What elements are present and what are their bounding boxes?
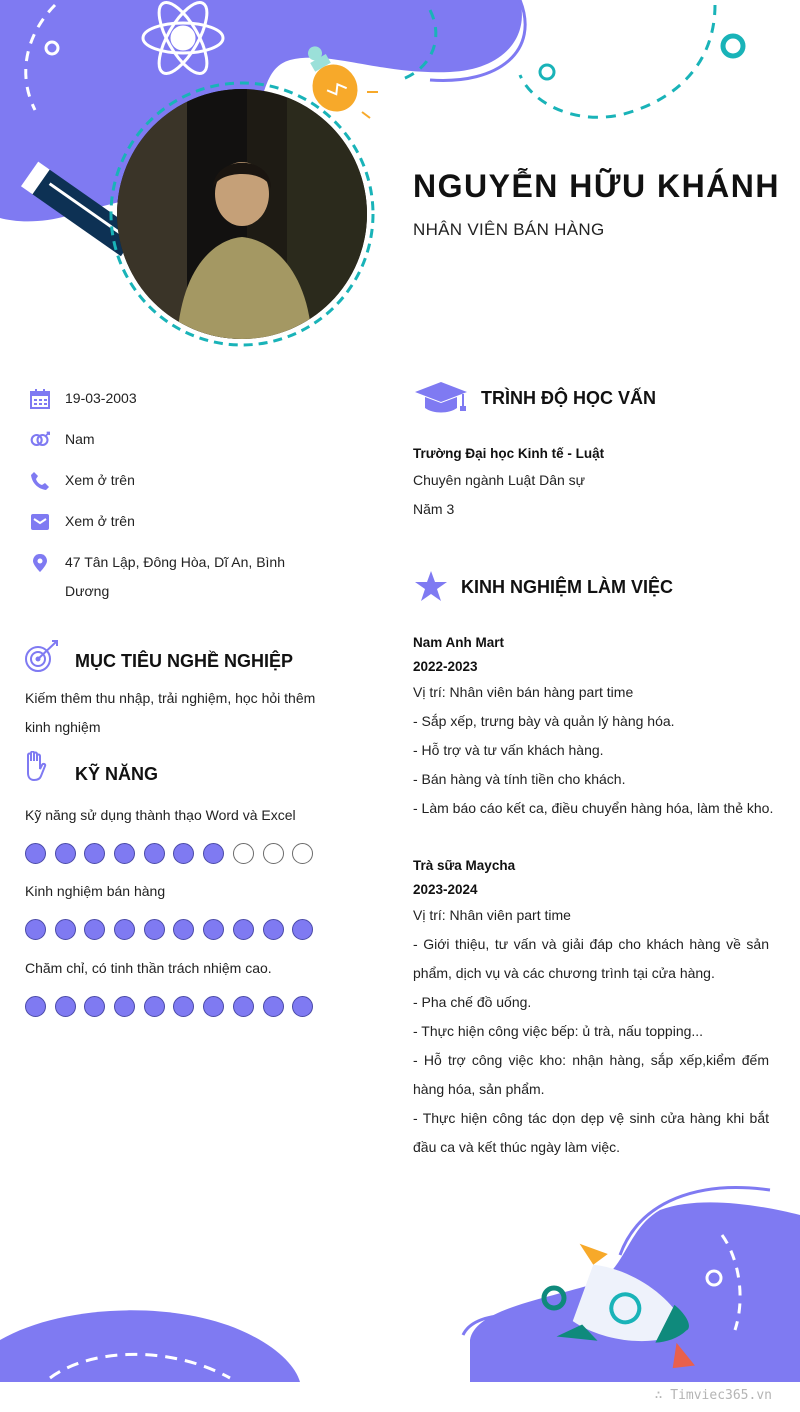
- location-pin-icon: [30, 553, 50, 573]
- skill-label-3: Chăm chỉ, có tinh thần trách nhiệm cao.: [25, 960, 272, 976]
- rating-dot-filled: [55, 843, 76, 864]
- rating-dot-filled: [114, 843, 135, 864]
- dob-value: 19-03-2003: [65, 390, 137, 406]
- address-value: 47 Tân Lập, Đông Hòa, Dĩ An, Bình Dương: [65, 554, 286, 599]
- target-icon: [24, 639, 60, 673]
- rating-dot-filled: [144, 996, 165, 1017]
- rating-dot-filled: [25, 843, 46, 864]
- phone-value: Xem ở trên: [65, 472, 135, 488]
- star-icon: [414, 570, 448, 603]
- email-value: Xem ở trên: [65, 513, 135, 529]
- rating-dot-filled: [55, 996, 76, 1017]
- education-title: TRÌNH ĐỘ HỌC VẤN: [481, 388, 656, 408]
- education-year: Năm 3: [413, 501, 455, 517]
- rating-dot-filled: [84, 843, 105, 864]
- skill-rating-3: [25, 996, 322, 1017]
- rating-dot-filled: [233, 996, 254, 1017]
- rating-dot-empty: [292, 843, 313, 864]
- job-1-duty-3: - Bán hàng và tính tiền cho khách.: [413, 771, 626, 787]
- job-2-position: Vị trí: Nhân viên part time: [413, 907, 571, 923]
- rating-dot-filled: [203, 919, 224, 940]
- skill-rating-2: [25, 919, 322, 940]
- skill-label-1: Kỹ năng sử dụng thành thạo Word và Excel: [25, 807, 296, 823]
- phone-icon: [30, 471, 50, 491]
- rating-dot-filled: [114, 919, 135, 940]
- rating-dot-filled: [114, 996, 135, 1017]
- info-gender: [30, 430, 350, 454]
- graduation-cap-icon: [413, 380, 469, 414]
- rating-dot-filled: [25, 919, 46, 940]
- job-1-position: Vị trí: Nhân viên bán hàng part time: [413, 684, 634, 700]
- info-address: [30, 553, 350, 606]
- calendar-icon: [30, 389, 50, 409]
- rating-dot-filled: [84, 919, 105, 940]
- job-1-duty-4: - Làm báo cáo kết ca, điều chuyển hàng hóa, làm thẻ kho.: [413, 800, 774, 816]
- job-2-company: Trà sữa Maycha: [413, 858, 516, 873]
- rating-dot-filled: [292, 919, 313, 940]
- gender-icon: [30, 430, 50, 450]
- skill-rating-1: [25, 843, 322, 864]
- watermark: ∴ Timviec365.vn: [654, 1388, 772, 1403]
- email-icon: [30, 512, 50, 532]
- candidate-name: NGUYỄN HỮU KHÁNH: [413, 168, 780, 204]
- rating-dot-filled: [263, 996, 284, 1017]
- job-2-duty-5: - Thực hiện công tác dọn dẹp vệ sinh cửa hàng khi bắt đầu ca và kết thúc ngày làm việc.: [413, 1110, 769, 1155]
- rating-dot-filled: [203, 996, 224, 1017]
- education-school: Trường Đại học Kinh tế - Luật: [413, 446, 605, 461]
- hand-icon: [25, 751, 47, 783]
- rating-dot-filled: [25, 996, 46, 1017]
- rating-dot-filled: [292, 996, 313, 1017]
- skill-label-2: Kinh nghiệm bán hàng: [25, 883, 166, 899]
- job-2-duty-1: - Giới thiệu, tư vấn và giải đáp cho khách hàng về sản phẩm, dịch vụ và các chương trình tại cửa hàng.: [413, 936, 769, 981]
- rating-dot-filled: [173, 996, 194, 1017]
- education-major: Chuyên ngành Luật Dân sự: [413, 472, 586, 488]
- job-2-duty-2: - Pha chế đồ uống.: [413, 994, 532, 1010]
- job-1-duty-2: - Hỗ trợ và tư vấn khách hàng.: [413, 742, 604, 758]
- skills-title: KỸ NĂNG: [75, 764, 159, 784]
- rating-dot-filled: [203, 843, 224, 864]
- objective-title: MỤC TIÊU NGHỀ NGHIỆP: [75, 651, 294, 671]
- rating-dot-filled: [173, 843, 194, 864]
- rating-dot-filled: [55, 919, 76, 940]
- gender-value: Nam: [65, 431, 95, 447]
- rating-dot-empty: [263, 843, 284, 864]
- job-2-duty-3: - Thực hiện công việc bếp: ủ trà, nấu topping...: [413, 1023, 704, 1039]
- job-1-company: Nam Anh Mart: [413, 635, 505, 650]
- profile-photo: [117, 89, 367, 339]
- rating-dot-filled: [144, 843, 165, 864]
- info-email: [30, 512, 350, 536]
- job-2-duty-4: - Hỗ trợ công việc kho: nhận hàng, sắp xếp,kiểm đếm hàng hóa, sản phẩm.: [413, 1052, 769, 1097]
- rating-dot-filled: [84, 996, 105, 1017]
- rating-dot-filled: [233, 919, 254, 940]
- info-dob: [30, 389, 350, 413]
- job-1-duty-1: - Sắp xếp, trưng bày và quản lý hàng hóa.: [413, 713, 675, 729]
- rating-dot-filled: [263, 919, 284, 940]
- info-phone: [30, 471, 350, 495]
- experience-title: KINH NGHIỆM LÀM VIỆC: [461, 577, 674, 597]
- candidate-title: NHÂN VIÊN BÁN HÀNG: [413, 220, 605, 239]
- rating-dot-empty: [233, 843, 254, 864]
- job-1-period: 2022-2023: [413, 659, 478, 674]
- objective-text: Kiếm thêm thu nhập, trải nghiệm, học hỏi thêm kinh nghiệm: [25, 690, 316, 735]
- job-2-period: 2023-2024: [413, 882, 478, 897]
- rating-dot-filled: [173, 919, 194, 940]
- rating-dot-filled: [144, 919, 165, 940]
